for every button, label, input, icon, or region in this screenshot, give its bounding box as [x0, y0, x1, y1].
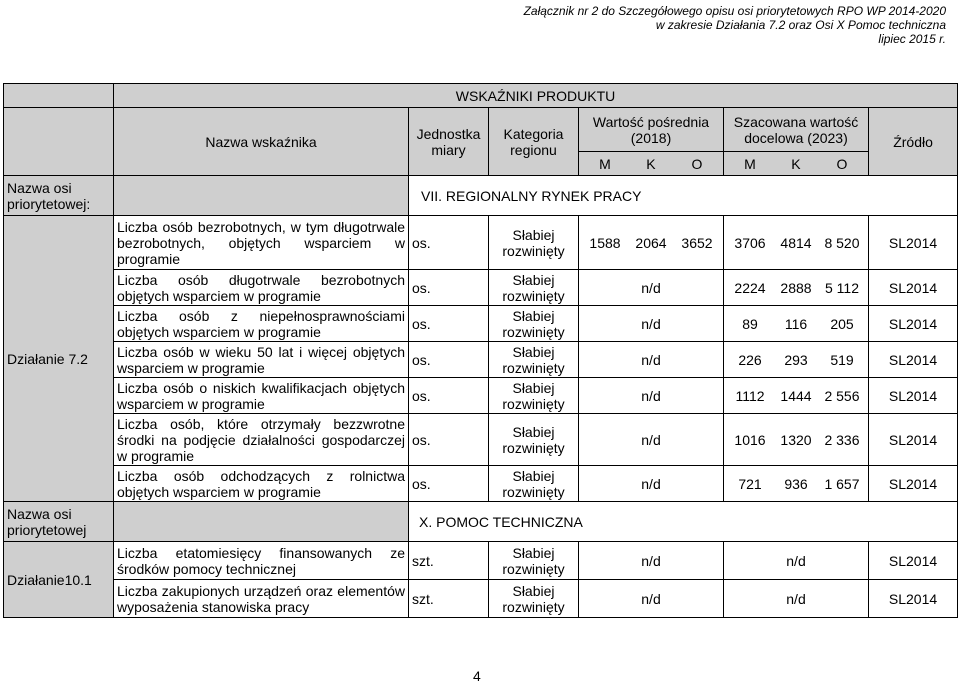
- indicator-name: Liczba etatomiesięcy finansowanych ze środków pomocy technicznej: [114, 542, 409, 580]
- col-mid-header: Wartość pośrednia (2018): [579, 108, 724, 152]
- indicator-name: Liczba osób odchodzących z rolnictwa objętych wsparciem w programie: [114, 466, 409, 502]
- section-blank-1: [114, 176, 409, 216]
- source-cell: SL2014: [869, 270, 958, 306]
- target-nd: n/d: [724, 580, 869, 618]
- document-header: [524, 4, 946, 46]
- source-cell: SL2014: [869, 414, 958, 466]
- mid-nd: n/d: [579, 542, 724, 580]
- mid-mko: M K O: [579, 152, 724, 176]
- col-category-header: Kategoria regionu: [489, 108, 579, 176]
- indicators-table: [3, 83, 958, 618]
- source-cell: SL2014: [869, 378, 958, 414]
- section-title-1: VII. REGIONALNY RYNEK PRACY: [409, 176, 958, 216]
- section-blank-2: [114, 502, 409, 542]
- category-cell: Słabiej rozwinięty: [489, 466, 579, 502]
- unit-cell: szt.: [409, 580, 489, 618]
- corner-cell-2: [4, 108, 114, 176]
- category-cell: Słabiej rozwinięty: [489, 342, 579, 378]
- category-cell: Słabiej rozwinięty: [489, 414, 579, 466]
- category-cell: Słabiej rozwinięty: [489, 580, 579, 618]
- col-source-header: Źródło: [869, 108, 958, 176]
- header-line-1: Załącznik nr 2 do Szczegółowego opisu osi priorytetowych RPO WP 2014-2020: [523, 4, 946, 18]
- mid-nd: n/d: [579, 378, 724, 414]
- indicator-name: Liczba zakupionych urządzeń oraz elementów wyposażenia stanowiska pracy: [114, 580, 409, 618]
- axis-label-1: Nazwa osi priorytetowej:: [4, 176, 114, 216]
- page-number: 4: [473, 668, 481, 684]
- indicator-name: Liczba osób, które otrzymały bezzwrotne środki na podjęcie działalności gospodarczej w programie: [114, 414, 409, 466]
- unit-cell: os.: [409, 466, 489, 502]
- axis-label-2: Nazwa osi priorytetowej: [4, 502, 114, 542]
- unit-cell: szt.: [409, 542, 489, 580]
- category-cell: Słabiej rozwinięty: [489, 542, 579, 580]
- header-line-3: lipiec 2015 r.: [878, 32, 946, 46]
- target-values: 1112 1444 2 556: [724, 378, 869, 414]
- corner-cell: [4, 84, 114, 108]
- source-cell: SL2014: [869, 216, 958, 270]
- unit-cell: os.: [409, 306, 489, 342]
- source-cell: SL2014: [869, 580, 958, 618]
- unit-cell: os.: [409, 378, 489, 414]
- source-cell: SL2014: [869, 342, 958, 378]
- category-cell: Słabiej rozwinięty: [489, 378, 579, 414]
- mid-nd: n/d: [579, 306, 724, 342]
- action-label-2: Działanie10.1: [4, 542, 114, 618]
- category-cell: Słabiej rozwinięty: [489, 270, 579, 306]
- col-name-header: Nazwa wskaźnika: [114, 108, 409, 176]
- indicator-name: Liczba osób bezrobotnych, w tym długotrwale bezrobotnych, objętych wsparciem w programie: [114, 216, 409, 270]
- col-target-header: Szacowana wartość docelowa (2023): [724, 108, 869, 152]
- target-mko: M K O: [724, 152, 869, 176]
- mid-nd: n/d: [579, 414, 724, 466]
- indicator-name: Liczba osób o niskich kwalifikacjach objętych wsparciem w programie: [114, 378, 409, 414]
- target-values: 89 116 205: [724, 306, 869, 342]
- col-unit-header: Jednostka miary: [409, 108, 489, 176]
- target-values: 1016 1320 2 336: [724, 414, 869, 466]
- indicator-name: Liczba osób z niepełnosprawnościami objętych wsparciem w programie: [114, 306, 409, 342]
- indicator-name: Liczba osób długotrwale bezrobotnych objętych wsparciem w programie: [114, 270, 409, 306]
- source-cell: SL2014: [869, 466, 958, 502]
- unit-cell: os.: [409, 414, 489, 466]
- target-values: 226 293 519: [724, 342, 869, 378]
- table-title: WSKAŹNIKI PRODUKTU: [114, 84, 958, 108]
- mid-nd: n/d: [579, 466, 724, 502]
- unit-cell: os.: [409, 216, 489, 270]
- mid-nd: n/d: [579, 580, 724, 618]
- mid-nd: n/d: [579, 342, 724, 378]
- header-line-2: w zakresie Działania 7.2 oraz Osi X Pomoc techniczna: [655, 18, 946, 32]
- source-cell: SL2014: [869, 306, 958, 342]
- target-nd: n/d: [724, 542, 869, 580]
- mid-nd: n/d: [579, 270, 724, 306]
- target-values: 2224 2888 5 112: [724, 270, 869, 306]
- source-cell: SL2014: [869, 542, 958, 580]
- category-cell: Słabiej rozwinięty: [489, 306, 579, 342]
- target-values: 3706 4814 8 520: [724, 216, 869, 270]
- action-label-1: Działanie 7.2: [4, 216, 114, 502]
- unit-cell: os.: [409, 342, 489, 378]
- section-title-2: X. POMOC TECHNICZNA: [409, 502, 958, 542]
- unit-cell: os.: [409, 270, 489, 306]
- mid-values: 1588 2064 3652: [579, 216, 724, 270]
- target-values: 721 936 1 657: [724, 466, 869, 502]
- indicator-name: Liczba osób w wieku 50 lat i więcej objętych wsparciem w programie: [114, 342, 409, 378]
- category-cell: Słabiej rozwinięty: [489, 216, 579, 270]
